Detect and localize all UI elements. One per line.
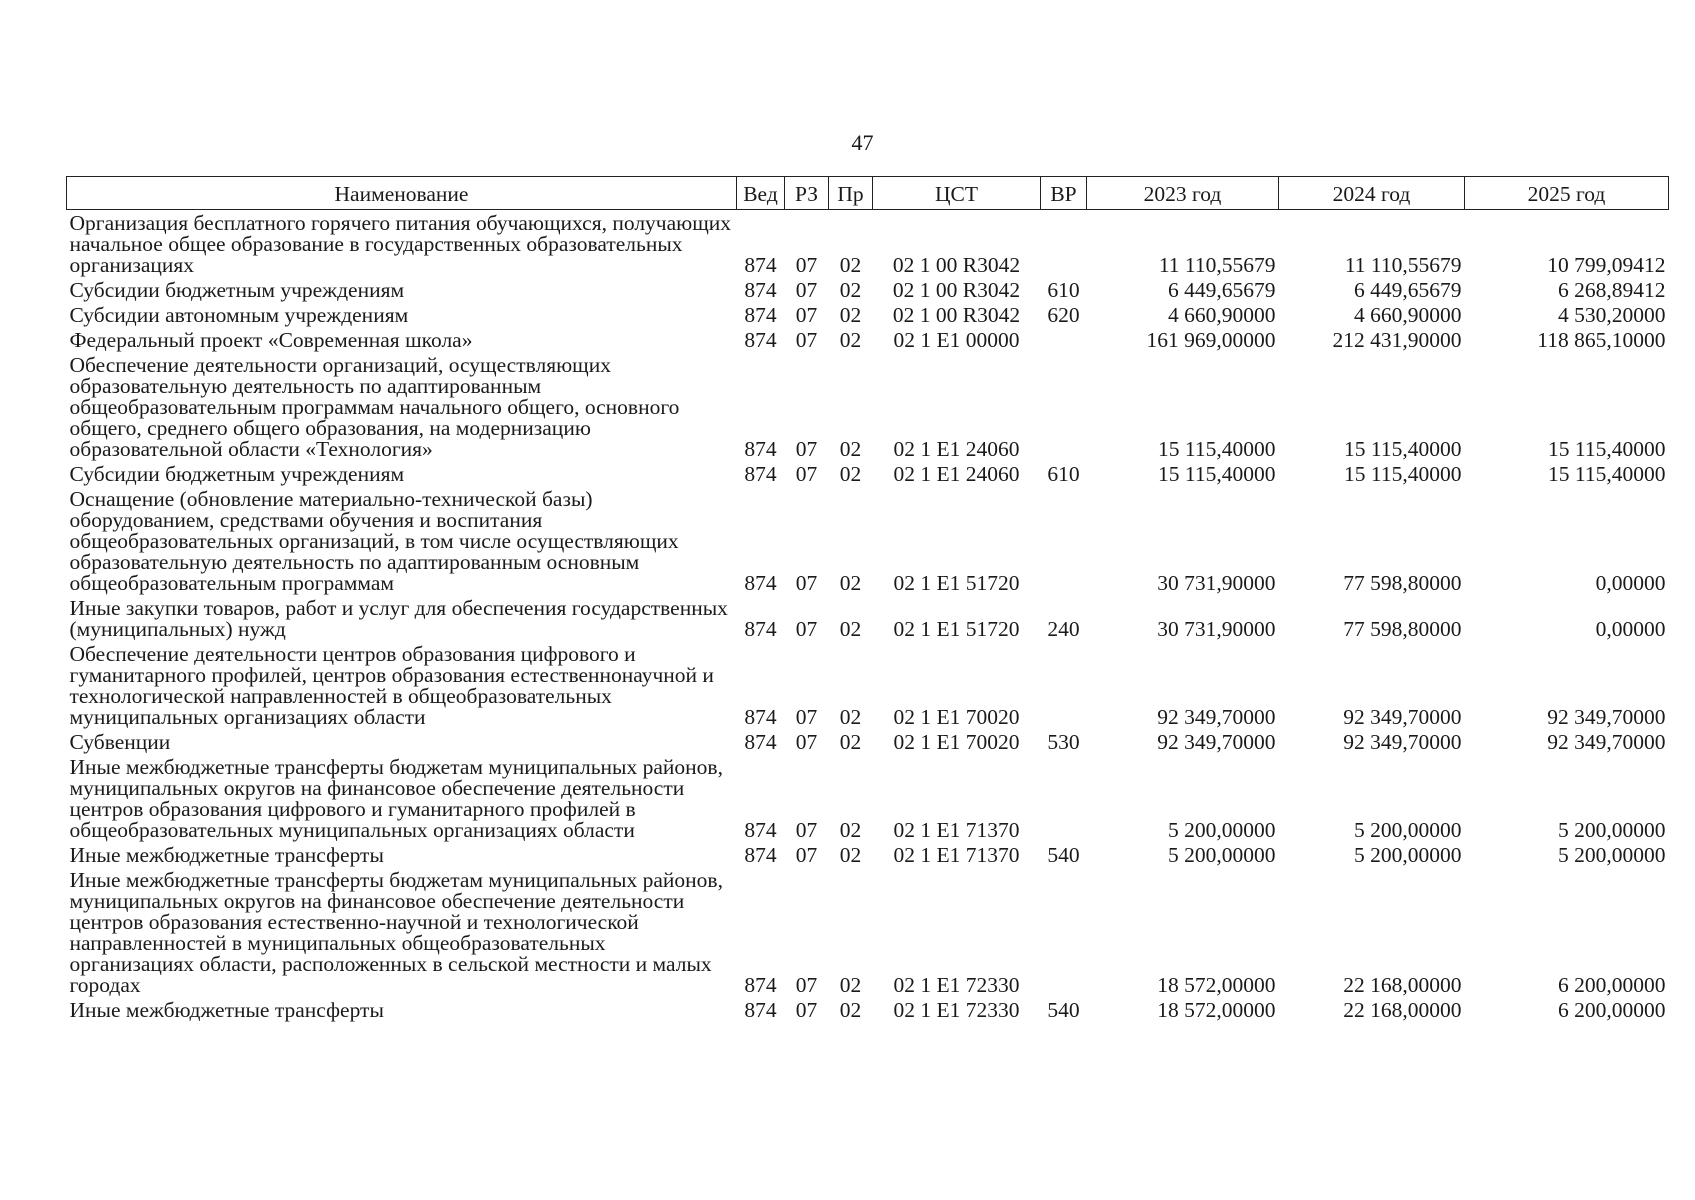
table-row [67,595,1669,641]
cell-name: Обеспечение деятельности организаций, осуществляющих образовательную деятельность по адаптированным общеобразовательным программам начального общего, основного общего, среднего общего образования, на модернизацию образовательной области «Технология» [69,353,680,461]
table-row [67,352,1669,461]
table-header-row [67,177,1669,210]
cell-rz: 07 [795,303,818,327]
cell-ved: 874 [744,303,777,327]
cell-pr: 02 [839,462,862,486]
cell-name: Субсидии бюджетным учреждениям [69,462,405,486]
cell-pr: 02 [839,571,862,595]
cell-rz: 07 [795,705,818,729]
cell-2023: 15 115,40000 [1158,437,1276,461]
cell-2024: 5 200,00000 [1354,843,1462,867]
cell-name: Иные межбюджетные трансферты [69,843,384,867]
cell-vr [1041,754,1087,842]
table-row [67,210,1669,278]
cell-2025: 0,00000 [1595,617,1666,641]
table-row [67,327,1669,352]
cell-2024: 15 115,40000 [1344,437,1462,461]
cell-2024: 22 168,00000 [1343,973,1462,997]
cell-pr: 02 [839,705,862,729]
cell-2024: 6 449,65679 [1354,278,1462,302]
cell-pr: 02 [839,730,862,754]
cell-2024: 77 598,80000 [1343,617,1462,641]
cell-2024: 22 168,00000 [1343,998,1462,1022]
cell-pr: 02 [839,973,862,997]
cell-ved: 874 [744,705,777,729]
cell-2024: 5 200,00000 [1354,818,1462,842]
cell-name: Субсидии автономным учреждениям [69,303,409,327]
cell-2023: 5 200,00000 [1168,843,1276,867]
cell-rz: 07 [795,462,818,486]
cell-rz: 07 [795,328,818,352]
cell-2023: 92 349,70000 [1157,705,1276,729]
cell-2025: 15 115,40000 [1548,462,1666,486]
cell-name: Иные межбюджетные трансферты бюджетам муниципальных районов, муниципальных округов на финансовое обеспечение деятельности центров образования естественно-научной и технологической направленностей в муниципальных общеобразовательных организациях области, расположенных в сельской местности и малых городах [69,868,723,997]
table-row [67,461,1669,486]
cell-vr: 610 [1047,278,1080,302]
cell-rz: 07 [795,278,818,302]
cell-cst: 02 1 E1 70020 [893,730,1020,754]
col-header-vr: ВР [1041,177,1087,210]
col-header-name: Наименование [67,177,737,210]
cell-cst: 02 1 E1 00000 [893,328,1020,352]
cell-name: Обеспечение деятельности центров образования цифрового и гуманитарного профилей, центров образования естественнонаучной и технологической направленностей в общеобразовательных муниципальных организациях области [69,642,714,729]
cell-name: Иные межбюджетные трансферты [69,998,384,1022]
cell-2025: 4 530,20000 [1558,303,1666,327]
cell-2024: 212 431,90000 [1332,328,1462,352]
cell-2025: 15 115,40000 [1548,437,1666,461]
cell-ved: 874 [744,462,777,486]
table-row [67,867,1669,997]
budget-table [66,176,1669,1022]
cell-cst: 02 1 00 R3042 [892,253,1021,277]
cell-2023: 18 572,00000 [1157,998,1276,1022]
table-row [67,277,1669,302]
cell-rz: 07 [795,571,818,595]
col-header-cst: ЦСТ [873,177,1041,210]
cell-cst: 02 1 E1 71370 [893,843,1020,867]
cell-2023: 15 115,40000 [1158,462,1276,486]
table-row [67,486,1669,595]
cell-2023: 4 660,90000 [1168,303,1276,327]
col-header-2024: 2024 год [1279,177,1465,210]
cell-2024: 77 598,80000 [1343,571,1462,595]
cell-pr: 02 [839,843,862,867]
cell-cst: 02 1 00 R3042 [892,303,1021,327]
page-number: 47 [851,130,874,155]
cell-name: Организация бесплатного горячего питания обучающихся, получающих начальное общее образование в государственных образовательных организациях [69,211,732,277]
col-header-2023: 2023 год [1087,177,1279,210]
table-row [67,754,1669,842]
cell-rz: 07 [795,437,818,461]
cell-vr [1041,641,1087,729]
cell-2024: 15 115,40000 [1344,462,1462,486]
cell-2023: 18 572,00000 [1157,973,1276,997]
cell-2024: 11 110,55679 [1344,253,1462,277]
cell-rz: 07 [795,998,818,1022]
table-row [67,641,1669,729]
cell-pr: 02 [839,278,862,302]
cell-vr: 620 [1047,303,1080,327]
cell-pr: 02 [839,303,862,327]
cell-vr: 540 [1047,843,1080,867]
cell-2025: 6 200,00000 [1558,973,1666,997]
cell-ved: 874 [744,571,777,595]
cell-ved: 874 [744,973,777,997]
cell-name: Федеральный проект «Современная школа» [69,328,473,352]
cell-name: Субсидии бюджетным учреждениям [69,278,405,302]
cell-cst: 02 1 E1 72330 [893,973,1020,997]
cell-cst: 02 1 E1 24060 [893,437,1020,461]
cell-name: Иные закупки товаров, работ и услуг для обеспечения государственных (муниципальных) нужд [69,596,728,641]
cell-rz: 07 [795,253,818,277]
cell-2025: 10 799,09412 [1547,253,1666,277]
cell-2025: 92 349,70000 [1547,705,1666,729]
cell-pr: 02 [839,818,862,842]
cell-vr [1041,867,1087,997]
cell-2025: 0,00000 [1595,571,1666,595]
table-row [67,729,1669,754]
cell-cst: 02 1 E1 24060 [893,462,1020,486]
cell-ved: 874 [744,617,777,641]
table-row [67,997,1669,1022]
cell-vr [1041,327,1087,352]
cell-ved: 874 [744,328,777,352]
cell-rz: 07 [795,730,818,754]
cell-2023: 92 349,70000 [1157,730,1276,754]
cell-2025: 5 200,00000 [1558,818,1666,842]
cell-vr: 530 [1047,730,1080,754]
cell-vr [1041,486,1087,595]
cell-vr [1041,210,1087,278]
cell-vr: 610 [1047,462,1080,486]
cell-2025: 92 349,70000 [1547,730,1666,754]
cell-rz: 07 [795,843,818,867]
cell-pr: 02 [839,437,862,461]
cell-2025: 6 268,89412 [1558,278,1666,302]
cell-name: Субвенции [69,730,171,754]
cell-pr: 02 [839,253,862,277]
cell-2024: 4 660,90000 [1354,303,1462,327]
cell-2024: 92 349,70000 [1343,730,1462,754]
cell-rz: 07 [795,818,818,842]
cell-ved: 874 [744,253,777,277]
cell-vr: 540 [1047,998,1080,1022]
cell-2025: 118 865,10000 [1537,328,1666,352]
cell-ved: 874 [744,843,777,867]
cell-pr: 02 [839,328,862,352]
cell-ved: 874 [744,818,777,842]
cell-cst: 02 1 E1 51720 [893,617,1020,641]
cell-2023: 30 731,90000 [1157,617,1276,641]
cell-2023: 6 449,65679 [1168,278,1276,302]
cell-ved: 874 [744,278,777,302]
cell-2024: 92 349,70000 [1343,705,1462,729]
cell-name: Оснащение (обновление материально-технической базы) оборудованием, средствами обучения и воспитания общеобразовательных организаций, в том числе осуществляющих образовательную деятельность по адаптированным основным общеобразовательным программам [69,487,679,595]
cell-2023: 30 731,90000 [1157,571,1276,595]
cell-cst: 02 1 E1 70020 [893,705,1020,729]
table-row [67,302,1669,327]
cell-2023: 5 200,00000 [1168,818,1276,842]
cell-cst: 02 1 E1 71370 [893,818,1020,842]
table-row [67,842,1669,867]
cell-vr: 240 [1047,617,1080,641]
col-header-pr: Пр [829,177,873,210]
col-header-2025: 2025 год [1465,177,1669,210]
cell-cst: 02 1 E1 72330 [893,998,1020,1022]
cell-rz: 07 [795,617,818,641]
cell-2025: 6 200,00000 [1558,998,1666,1022]
cell-vr [1041,352,1087,461]
cell-2023: 161 969,00000 [1146,328,1276,352]
cell-cst: 02 1 00 R3042 [892,278,1021,302]
cell-cst: 02 1 E1 51720 [893,571,1020,595]
cell-pr: 02 [839,998,862,1022]
cell-2025: 5 200,00000 [1558,843,1666,867]
cell-2023: 11 110,55679 [1158,253,1276,277]
cell-name: Иные межбюджетные трансферты бюджетам муниципальных районов, муниципальных округов на финансовое обеспечение деятельности центров образования цифрового и гуманитарного профилей в общеобразовательных муниципальных организациях области [69,755,723,842]
cell-pr: 02 [839,617,862,641]
cell-ved: 874 [744,730,777,754]
col-header-ved: Вед [737,177,785,210]
cell-ved: 874 [744,437,777,461]
cell-ved: 874 [744,998,777,1022]
col-header-rz: РЗ [785,177,829,210]
cell-rz: 07 [795,973,818,997]
